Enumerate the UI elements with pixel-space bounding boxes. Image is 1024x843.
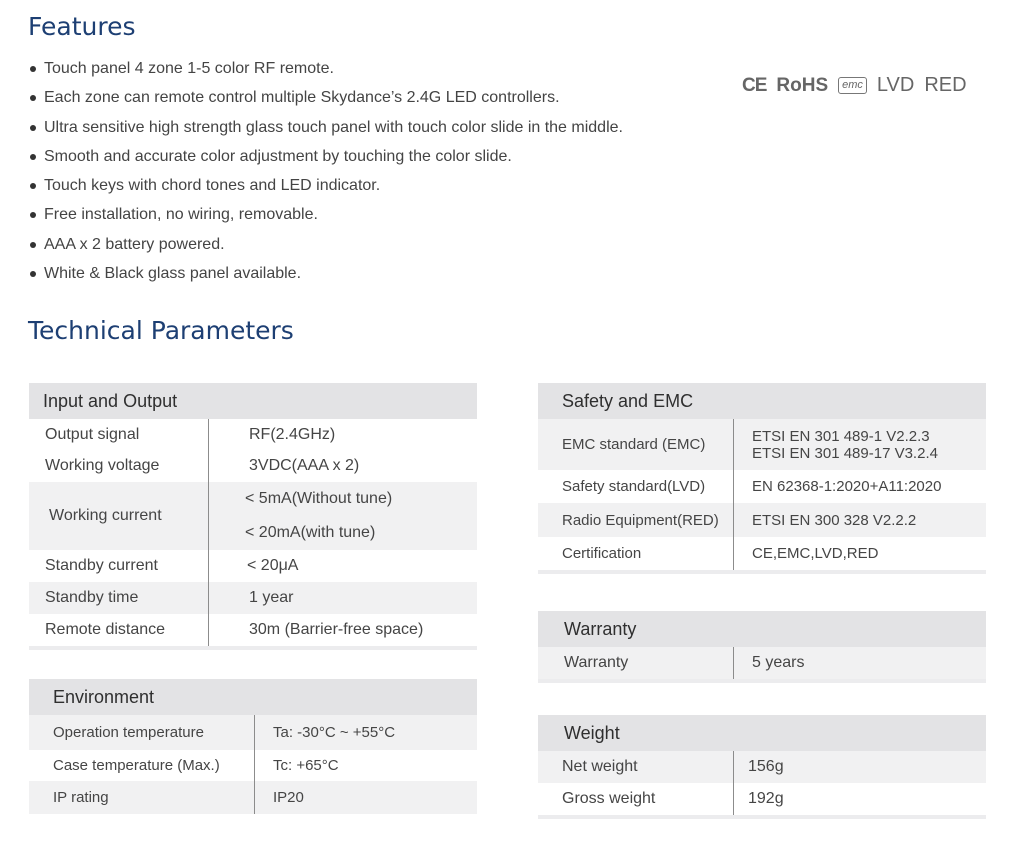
table-row: [29, 550, 477, 582]
feature-item: Smooth and accurate color adjustment by touching the color slide.: [30, 146, 730, 175]
table-row: [29, 750, 477, 781]
table-row: [538, 537, 986, 570]
row-label: Radio Equipment(RED): [538, 503, 734, 537]
table-row: [538, 470, 986, 503]
feature-item: Each zone can remote control multiple Skydance’s 2.4G LED controllers.: [30, 87, 730, 116]
rohs-logo: RoHS: [776, 74, 829, 96]
row-label: Remote distance: [29, 614, 209, 646]
row-label: IP rating: [29, 781, 255, 814]
row-label: Safety standard(LVD): [538, 470, 734, 503]
table-row: [538, 647, 986, 679]
row-value: ETSI EN 301 489-1 V2.2.3 ETSI EN 301 489-17 V3.2.4: [752, 427, 938, 462]
table-row: [538, 751, 986, 783]
feature-item: Touch panel 4 zone 1-5 color RF remote.: [30, 58, 730, 87]
row-value: Tc: +65°C: [273, 757, 339, 774]
table-header: Input and Output: [29, 383, 477, 419]
certification-logos: [742, 74, 967, 97]
table-header: Weight: [538, 715, 986, 751]
red-logo: RED: [924, 74, 967, 96]
feature-item: AAA x 2 battery powered.: [30, 234, 730, 263]
table-row: [538, 419, 986, 470]
table-row: [29, 482, 477, 550]
row-value: Ta: -30°C ~ +55°C: [273, 724, 396, 741]
row-label: Certification: [538, 537, 734, 570]
weight-table: [538, 715, 986, 819]
feature-item: Free installation, no wiring, removable.: [30, 204, 730, 233]
row-value: 156g: [748, 758, 784, 775]
table-header: Environment: [29, 679, 477, 715]
row-label: Gross weight: [538, 783, 734, 815]
table-row: [29, 781, 477, 814]
emc-logo: emc: [838, 77, 867, 94]
table-row: [538, 783, 986, 815]
ce-logo: CE: [742, 74, 767, 96]
row-value: EN 62368-1:2020+A11:2020: [752, 478, 942, 495]
row-label: Output signal: [29, 419, 209, 450]
features-title: Features: [28, 12, 136, 41]
table-header: Warranty: [538, 611, 986, 647]
row-value: < 20μA: [247, 557, 299, 574]
row-value: 30m (Barrier-free space): [249, 621, 424, 638]
row-value: CE,EMC,LVD,RED: [752, 545, 879, 562]
warranty-table: [538, 611, 986, 683]
row-label: Warranty: [538, 647, 734, 679]
row-value: ETSI EN 300 328 V2.2.2: [752, 511, 917, 529]
row-value: 5 years: [752, 654, 805, 671]
row-value: 1 year: [249, 589, 294, 606]
feature-item: White & Black glass panel available.: [30, 263, 730, 292]
row-value: 192g: [748, 790, 784, 807]
features-list: [30, 58, 730, 292]
table-row: [29, 419, 477, 450]
table-bottom-rule: [538, 679, 986, 683]
table-bottom-rule: [29, 646, 477, 650]
row-label: Standby current: [29, 550, 209, 582]
row-label: Standby time: [29, 582, 209, 614]
table-row: [538, 503, 986, 537]
row-label: Working current: [29, 482, 209, 550]
row-label: Operation temperature: [29, 715, 255, 750]
table-header: Safety and EMC: [538, 383, 986, 419]
row-value: IP20: [273, 789, 304, 806]
row-value: < 5mA(Without tune) < 20mA(with tune): [245, 490, 393, 541]
row-label: EMC standard (EMC): [538, 419, 734, 470]
table-bottom-rule: [538, 815, 986, 819]
table-bottom-rule: [538, 570, 986, 574]
table-row: [29, 450, 477, 482]
feature-item: Ultra sensitive high strength glass touch panel with touch color slide in the middle.: [30, 117, 730, 146]
environment-table: [29, 679, 477, 814]
safety-emc-table: [538, 383, 986, 574]
feature-item: Touch keys with chord tones and LED indicator.: [30, 175, 730, 204]
row-label: Net weight: [538, 751, 734, 783]
technical-parameters-title: Technical Parameters: [28, 316, 294, 345]
row-value: 3VDC(AAA x 2): [249, 457, 360, 474]
row-label: Working voltage: [29, 450, 209, 482]
row-value: RF(2.4GHz): [249, 425, 336, 443]
table-row: [29, 614, 477, 646]
table-row: [29, 715, 477, 750]
lvd-logo: LVD: [876, 74, 915, 96]
input-output-table: [29, 383, 477, 650]
row-label: Case temperature (Max.): [29, 750, 255, 781]
table-row: [29, 582, 477, 614]
